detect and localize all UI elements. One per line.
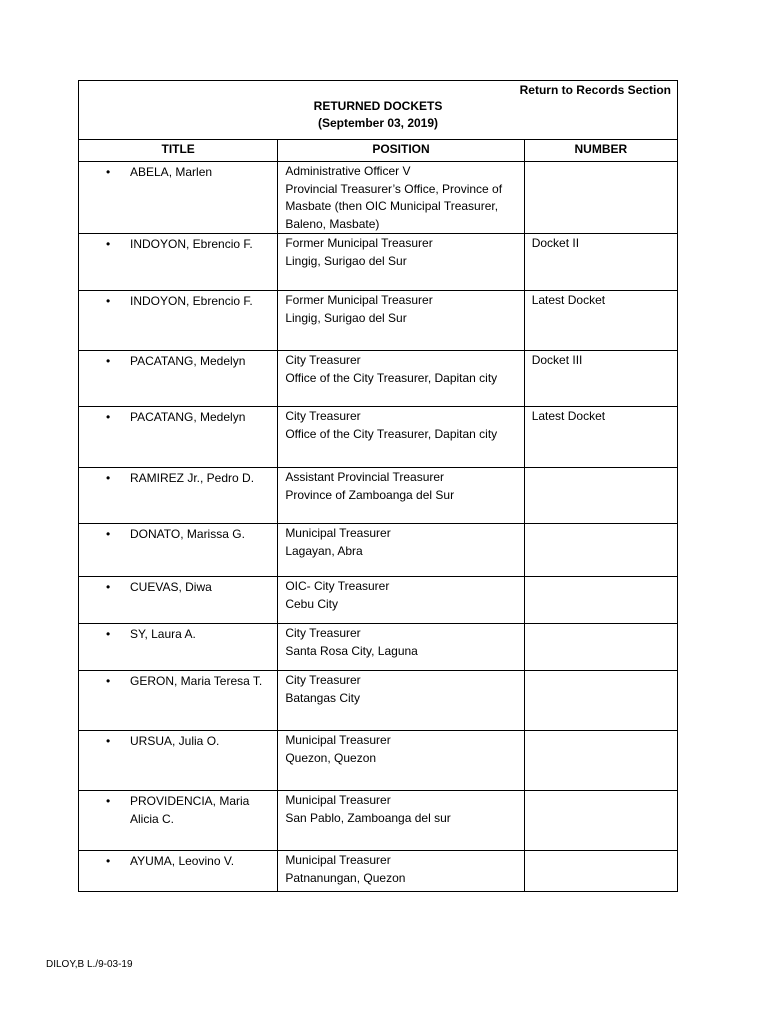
bullet-icon: • [106, 471, 111, 485]
return-note: Return to Records Section [519, 83, 671, 97]
person-name: CUEVAS, Diwa [130, 580, 212, 594]
position-line: Cebu City [285, 596, 338, 611]
docket-number [524, 671, 677, 731]
position-line: Former Municipal Treasurer [285, 236, 433, 250]
title-text: RETURNED DOCKETS [313, 99, 443, 113]
docket-number [524, 162, 677, 234]
person-name: SY, Laura A. [130, 627, 196, 641]
name-cell [79, 624, 278, 671]
position-cell [278, 524, 524, 577]
person-name: DONATO, Marissa G. [130, 527, 245, 541]
person-name: PACATANG, Medelyn [130, 354, 246, 368]
bullet-icon: • [106, 580, 111, 594]
position-cell [278, 851, 524, 892]
name-cell [79, 162, 278, 234]
table-row [79, 351, 678, 407]
docket-number [524, 791, 677, 851]
table-row [79, 624, 678, 671]
bullet-icon: • [106, 354, 111, 368]
position-line: Municipal Treasurer [285, 526, 391, 540]
position-line: Administrative Officer V [285, 164, 411, 178]
name-cell [79, 671, 278, 731]
table-row [79, 731, 678, 791]
person-name: INDOYON, Ebrencio F. [130, 237, 253, 251]
table-header [79, 81, 678, 140]
position-cell [278, 731, 524, 791]
bullet-icon: • [106, 294, 111, 308]
table-row [79, 791, 678, 851]
position-line: Office of the City Treasurer, Dapitan city [285, 426, 498, 441]
position-cell [278, 624, 524, 671]
table-row [79, 671, 678, 731]
position-line: Office of the City Treasurer, Dapitan city [285, 370, 498, 385]
bullet-icon: • [106, 734, 111, 748]
person-name: ABELA, Marlen [130, 165, 213, 179]
column-header-number: NUMBER [524, 140, 677, 162]
person-name: PROVIDENCIA, Maria Alicia C. [130, 794, 250, 826]
docket-number [524, 524, 677, 577]
docket-number: Latest Docket [524, 291, 677, 351]
person-name: URSUA, Julia O. [130, 734, 220, 748]
position-line: Municipal Treasurer [285, 733, 391, 747]
bullet-icon: • [106, 674, 111, 688]
name-cell [79, 234, 278, 291]
position-line: Lingig, Surigao del Sur [285, 310, 407, 325]
person-name: AYUMA, Leovino V. [130, 854, 235, 868]
name-cell [79, 407, 278, 468]
bullet-icon: • [106, 854, 111, 868]
position-line: Municipal Treasurer [285, 793, 391, 807]
position-line: City Treasurer [285, 673, 361, 687]
position-line: Batangas City [285, 690, 361, 705]
column-header-position: POSITION [278, 140, 524, 162]
position-line: Former Municipal Treasurer [285, 293, 433, 307]
person-name: RAMIREZ Jr., Pedro D. [130, 471, 255, 485]
docket-number [524, 468, 677, 524]
position-cell [278, 577, 524, 624]
position-line: Lingig, Surigao del Sur [285, 253, 407, 268]
position-line: Assistant Provincial Treasurer [285, 470, 445, 484]
docket-number [524, 577, 677, 624]
person-name: PACATANG, Medelyn [130, 410, 246, 424]
name-cell [79, 351, 278, 407]
name-cell [79, 577, 278, 624]
name-cell [79, 291, 278, 351]
bullet-icon: • [106, 627, 111, 641]
name-cell [79, 524, 278, 577]
table-row [79, 468, 678, 524]
person-name: GERON, Maria Teresa T. [130, 674, 263, 688]
footer-reference: DILOY,B L./9-03-19 [46, 959, 133, 970]
docket-number [524, 624, 677, 671]
table-row [79, 162, 678, 234]
position-line: Patnanungan, Quezon [285, 870, 406, 885]
position-line: City Treasurer [285, 626, 361, 640]
column-headers [79, 140, 678, 162]
docket-number: Docket II [524, 234, 677, 291]
position-line: OIC- City Treasurer [285, 579, 390, 593]
docket-number [524, 731, 677, 791]
table-row [79, 524, 678, 577]
position-cell [278, 671, 524, 731]
position-line: Municipal Treasurer [285, 853, 391, 867]
position-cell [278, 791, 524, 851]
position-line: City Treasurer [285, 409, 361, 423]
name-cell [79, 791, 278, 851]
position-line: Masbate (then OIC Municipal Treasurer, [285, 199, 499, 213]
table-body [79, 162, 678, 892]
position-cell [278, 468, 524, 524]
position-line: City Treasurer [285, 353, 361, 367]
name-cell [79, 851, 278, 892]
table-row [79, 577, 678, 624]
name-cell [79, 468, 278, 524]
bullet-icon: • [106, 237, 111, 251]
docket-number [524, 851, 677, 892]
table-row [79, 851, 678, 892]
position-line: Lagayan, Abra [285, 543, 363, 558]
table-row [79, 291, 678, 351]
position-cell [278, 234, 524, 291]
position-cell [278, 291, 524, 351]
position-line: San Pablo, Zamboanga del sur [285, 810, 451, 825]
position-cell [278, 407, 524, 468]
title-date: (September 03, 2019) [317, 116, 439, 130]
bullet-icon: • [106, 794, 111, 808]
table-row [79, 234, 678, 291]
column-header-title: TITLE [79, 140, 278, 162]
position-line: Santa Rosa City, Laguna [285, 643, 418, 658]
position-line: Provincial Treasurer’s Office, Province of [285, 181, 503, 196]
docket-number: Latest Docket [524, 407, 677, 468]
table-row [79, 407, 678, 468]
bullet-icon: • [106, 527, 111, 541]
position-line: Baleno, Masbate) [285, 216, 380, 231]
document-title [79, 98, 677, 132]
position-line: Quezon, Quezon [285, 750, 377, 765]
bullet-icon: • [106, 410, 111, 424]
bullet-icon: • [106, 165, 111, 179]
person-name: INDOYON, Ebrencio F. [130, 294, 253, 308]
position-line: Province of Zamboanga del Sur [285, 487, 455, 502]
position-cell [278, 351, 524, 407]
returned-dockets-table [78, 80, 678, 892]
position-cell [278, 162, 524, 234]
docket-number: Docket III [524, 351, 677, 407]
name-cell [79, 731, 278, 791]
